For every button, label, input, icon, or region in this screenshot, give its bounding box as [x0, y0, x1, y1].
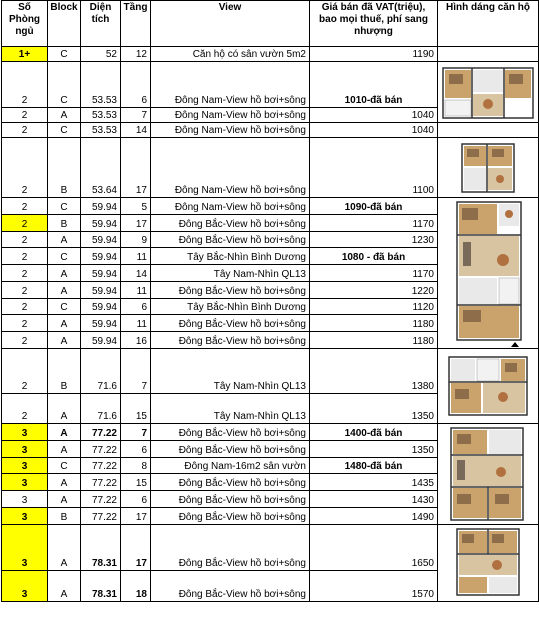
- cell-area: 59.94: [81, 231, 121, 248]
- cell-view: Đông Bắc-View hồ bơi+sông: [151, 332, 310, 349]
- cell-area: 77.22: [81, 457, 121, 474]
- cell-bedrooms: 2: [2, 394, 48, 424]
- cell-price-sold: 1010-đã bán: [310, 62, 438, 108]
- floor-plan-image-6: [438, 525, 539, 602]
- header-layout: Hình dáng căn hộ: [438, 1, 539, 47]
- cell-price: 1220: [310, 281, 438, 298]
- cell-price: 1230: [310, 231, 438, 248]
- floor-plan-icon: [439, 62, 537, 122]
- cell-price: 1380: [310, 349, 438, 394]
- cell-view: Đông Bắc-View hồ bơi+sông: [151, 508, 310, 525]
- cell-bedrooms: 2: [2, 138, 48, 198]
- header-price: Giá bán đã VAT(triệu), bao mọi thuế, phí sang nhượng: [310, 1, 438, 47]
- cell-area: 59.94: [81, 332, 121, 349]
- cell-layout: [438, 47, 539, 62]
- cell-area: 59.94: [81, 315, 121, 332]
- cell-floor: 8: [121, 457, 151, 474]
- header-row: [2, 1, 539, 47]
- cell-price: 1430: [310, 491, 438, 508]
- cell-floor: 6: [121, 62, 151, 108]
- cell-price: 1350: [310, 394, 438, 424]
- cell-price: 1170: [310, 214, 438, 231]
- cell-floor: 18: [121, 571, 151, 602]
- cell-floor: 9: [121, 231, 151, 248]
- cell-area: 59.94: [81, 298, 121, 315]
- cell-bedrooms: 2: [2, 248, 48, 265]
- cell-floor: 17: [121, 508, 151, 525]
- cell-area: 59.94: [81, 198, 121, 215]
- cell-price: 1490: [310, 508, 438, 525]
- floor-plan-icon: [445, 198, 531, 348]
- cell-block: C: [48, 298, 81, 315]
- cell-floor: 11: [121, 315, 151, 332]
- cell-area: 71.6: [81, 394, 121, 424]
- cell-view: Tây Bắc-Nhìn Bình Dương: [151, 248, 310, 265]
- cell-floor: 6: [121, 298, 151, 315]
- cell-price-sold: 1080 - đã bán: [310, 248, 438, 265]
- table-row: [2, 198, 539, 215]
- cell-bedrooms: 2: [2, 315, 48, 332]
- cell-view: Đông Bắc-View hồ bơi+sông: [151, 571, 310, 602]
- cell-view: Đông Nam-View hồ bơi+sông: [151, 138, 310, 198]
- cell-block: A: [48, 525, 81, 571]
- cell-view: Căn hộ có sân vườn 5m2: [151, 47, 310, 62]
- cell-bedrooms: 3: [2, 491, 48, 508]
- cell-floor: 7: [121, 349, 151, 394]
- table-row: [2, 349, 539, 394]
- cell-price: 1170: [310, 265, 438, 282]
- cell-floor: 15: [121, 474, 151, 491]
- cell-bedrooms: 2: [2, 107, 48, 122]
- cell-floor: 17: [121, 214, 151, 231]
- cell-price: 1350: [310, 440, 438, 457]
- cell-price: 1650: [310, 525, 438, 571]
- floor-plan-image-4: [438, 349, 539, 424]
- cell-price-sold: 1480-đã bán: [310, 457, 438, 474]
- cell-price-sold: 1400-đã bán: [310, 424, 438, 441]
- cell-area: 78.31: [81, 525, 121, 571]
- cell-bedrooms: 3: [2, 508, 48, 525]
- cell-block: B: [48, 508, 81, 525]
- cell-block: B: [48, 138, 81, 198]
- cell-area: 78.31: [81, 571, 121, 602]
- cell-bedrooms: 3: [2, 525, 48, 571]
- cell-bedrooms: 2: [2, 62, 48, 108]
- floor-plan-icon: [458, 141, 518, 195]
- floor-plan-icon: [443, 353, 533, 419]
- cell-area: 53.53: [81, 62, 121, 108]
- cell-block: A: [48, 394, 81, 424]
- cell-price: 1120: [310, 298, 438, 315]
- cell-area: 59.94: [81, 214, 121, 231]
- table-row: [2, 62, 539, 108]
- floor-plan-image-1: [438, 62, 539, 123]
- cell-price: 1040: [310, 123, 438, 138]
- cell-floor: 17: [121, 138, 151, 198]
- cell-view: Đông Bắc-View hồ bơi+sông: [151, 231, 310, 248]
- cell-bedrooms: 2: [2, 214, 48, 231]
- cell-area: 77.22: [81, 491, 121, 508]
- cell-area: 53.53: [81, 107, 121, 122]
- cell-floor: 12: [121, 47, 151, 62]
- cell-view: Đông Bắc-View hồ bơi+sông: [151, 525, 310, 571]
- header-block: Block: [48, 1, 81, 47]
- floor-plan-icon: [443, 424, 533, 524]
- cell-floor: 14: [121, 265, 151, 282]
- floor-plan-image-2: [438, 138, 539, 198]
- cell-block: C: [48, 62, 81, 108]
- cell-block: B: [48, 349, 81, 394]
- cell-view: Đông Bắc-View hồ bơi+sông: [151, 474, 310, 491]
- cell-block: C: [48, 457, 81, 474]
- cell-block: C: [48, 198, 81, 215]
- cell-area: 59.94: [81, 265, 121, 282]
- cell-block: C: [48, 47, 81, 62]
- cell-view: Đông Nam-View hồ bơi+sông: [151, 198, 310, 215]
- cell-view: Đông Nam-View hồ bơi+sông: [151, 123, 310, 138]
- cell-bedrooms: 2: [2, 332, 48, 349]
- header-floor: Tầng: [121, 1, 151, 47]
- cell-area: 53.53: [81, 123, 121, 138]
- cell-area: 59.94: [81, 281, 121, 298]
- cell-area: 53.64: [81, 138, 121, 198]
- header-view: View: [151, 1, 310, 47]
- cell-bedrooms: 2: [2, 265, 48, 282]
- cell-floor: 5: [121, 198, 151, 215]
- cell-price: 1190: [310, 47, 438, 62]
- cell-block: C: [48, 248, 81, 265]
- cell-block: B: [48, 214, 81, 231]
- cell-floor: 7: [121, 107, 151, 122]
- header-bedrooms: Số Phòng ngủ: [2, 1, 48, 47]
- cell-price: 1040: [310, 107, 438, 122]
- floor-plan-icon: [451, 525, 525, 601]
- cell-floor: 17: [121, 525, 151, 571]
- cell-bedrooms: 1+: [2, 47, 48, 62]
- cell-bedrooms: 3: [2, 440, 48, 457]
- cell-bedrooms: 2: [2, 281, 48, 298]
- cell-view: Tây Nam-Nhìn QL13: [151, 265, 310, 282]
- header-area: Diện tích: [81, 1, 121, 47]
- cell-block: A: [48, 571, 81, 602]
- cell-view: Tây Bắc-Nhìn Bình Dương: [151, 298, 310, 315]
- floor-plan-image-3: [438, 198, 539, 349]
- cell-floor: 11: [121, 281, 151, 298]
- cell-view: Đông Bắc-View hồ bơi+sông: [151, 424, 310, 441]
- cell-price: 1435: [310, 474, 438, 491]
- cell-view: Đông Nam-View hồ bơi+sông: [151, 107, 310, 122]
- cell-bedrooms: 3: [2, 571, 48, 602]
- cell-floor: 14: [121, 123, 151, 138]
- cell-view: Đông Bắc-View hồ bơi+sông: [151, 214, 310, 231]
- table-row: [2, 123, 539, 138]
- cell-block: A: [48, 440, 81, 457]
- cell-block: A: [48, 424, 81, 441]
- cell-block: A: [48, 491, 81, 508]
- cell-floor: 6: [121, 440, 151, 457]
- cell-view: Tây Nam-Nhìn QL13: [151, 394, 310, 424]
- cell-floor: 11: [121, 248, 151, 265]
- cell-area: 77.22: [81, 440, 121, 457]
- cell-block: A: [48, 281, 81, 298]
- cell-view: Đông Nam-View hồ bơi+sông: [151, 62, 310, 108]
- table-row: [2, 138, 539, 198]
- cell-bedrooms: 2: [2, 349, 48, 394]
- cell-block: A: [48, 231, 81, 248]
- cell-block: A: [48, 474, 81, 491]
- cell-price-sold: 1090-đã bán: [310, 198, 438, 215]
- cell-area: 77.22: [81, 424, 121, 441]
- cell-bedrooms: 2: [2, 123, 48, 138]
- cell-price: 1100: [310, 138, 438, 198]
- cell-floor: 15: [121, 394, 151, 424]
- cell-floor: 7: [121, 424, 151, 441]
- cell-area: 52: [81, 47, 121, 62]
- cell-view: Đông Nam-16m2 sân vườn: [151, 457, 310, 474]
- cell-area: 71.6: [81, 349, 121, 394]
- cell-block: A: [48, 107, 81, 122]
- cell-view: Đông Bắc-View hồ bơi+sông: [151, 440, 310, 457]
- cell-area: 59.94: [81, 248, 121, 265]
- table-row: [2, 47, 539, 62]
- cell-area: 77.22: [81, 474, 121, 491]
- table-row: [2, 525, 539, 571]
- cell-bedrooms: 2: [2, 198, 48, 215]
- cell-floor: 6: [121, 491, 151, 508]
- cell-bedrooms: 3: [2, 457, 48, 474]
- cell-bedrooms: 2: [2, 231, 48, 248]
- cell-area: 77.22: [81, 508, 121, 525]
- cell-block: A: [48, 332, 81, 349]
- cell-price: 1180: [310, 332, 438, 349]
- table-row: [2, 424, 539, 441]
- cell-bedrooms: 3: [2, 424, 48, 441]
- apartment-price-table: [1, 0, 539, 602]
- cell-bedrooms: 2: [2, 298, 48, 315]
- cell-view: Đông Bắc-View hồ bơi+sông: [151, 315, 310, 332]
- cell-view: Đông Bắc-View hồ bơi+sông: [151, 491, 310, 508]
- floor-plan-image-5: [438, 424, 539, 525]
- cell-block: A: [48, 315, 81, 332]
- cell-price: 1570: [310, 571, 438, 602]
- cell-layout: [438, 123, 539, 138]
- cell-view: Đông Bắc-View hồ bơi+sông: [151, 281, 310, 298]
- cell-block: C: [48, 123, 81, 138]
- cell-bedrooms: 3: [2, 474, 48, 491]
- cell-block: A: [48, 265, 81, 282]
- cell-floor: 16: [121, 332, 151, 349]
- cell-view: Tây Nam-Nhìn QL13: [151, 349, 310, 394]
- cell-price: 1180: [310, 315, 438, 332]
